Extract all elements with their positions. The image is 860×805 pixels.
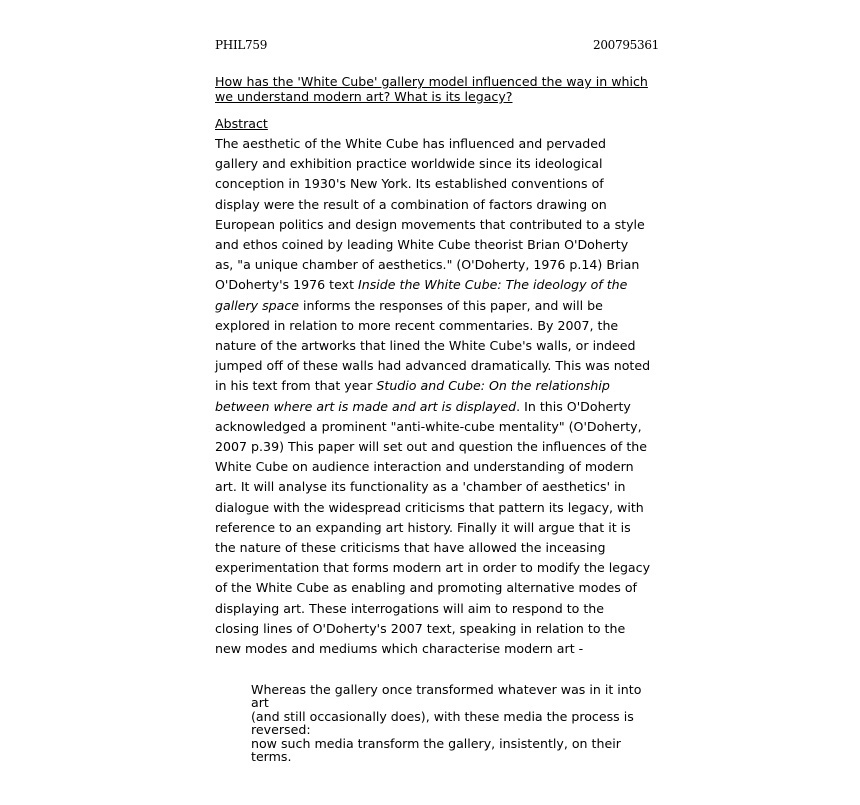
abstract-line: nature of the artworks that lined the White Cube's walls, or indeed [215, 338, 636, 354]
abstract-line: display were the result of a combination of factors drawing on [215, 196, 607, 212]
abstract-line: the nature of these criticisms that have allowed the inceasing [215, 540, 606, 556]
abstract-line: closing lines of O'Doherty's 2007 text, speaking in relation to the [215, 620, 626, 636]
abstract-line: White Cube on audience interaction and understanding of modern [215, 459, 634, 475]
essay-title [215, 74, 648, 104]
abstract-line: acknowledged a prominent "anti-white-cube mentality" (O'Doherty, [215, 418, 642, 434]
student-id: 200795361 [593, 38, 660, 52]
abstract-line: The aesthetic of the White Cube has influenced and pervaded [215, 136, 607, 151]
abstract-line: conception in 1930's New York. Its established conventions of [215, 176, 604, 192]
abstract-line: displaying art. These interrogations will aim to respond to the [215, 600, 605, 616]
course-code: PHIL759 [215, 38, 268, 52]
abstract-line [215, 296, 655, 316]
quote-line: (and still occasionally does), with these media the process is [251, 709, 634, 725]
abstract-line: reference to an expanding art history. Finally it will argue that it is [215, 519, 631, 535]
abstract-text: . In this O'Doherty [516, 398, 631, 414]
quote-line: Whereas the gallery once transformed whatever was in it into [251, 682, 642, 697]
book-title-italic: Inside the White Cube: The ideology of the [358, 277, 628, 293]
abstract-body [215, 134, 655, 659]
abstract-line [215, 397, 655, 417]
essay-title-line: How has the 'White Cube' gallery model influenced the way in which [215, 74, 648, 89]
abstract-line: new modes and mediums which characterise modern art - [215, 641, 584, 657]
abstract-line: gallery and exhibition practice worldwide since its ideological [215, 156, 603, 172]
abstract-line: and ethos coined by leading White Cube theorist Brian O'Doherty [215, 237, 629, 253]
abstract-line [215, 376, 655, 396]
abstract-line: of the White Cube as enabling and promoting alternative modes of [215, 580, 637, 596]
abstract-line: art. It will analyse its functionality as a 'chamber of aesthetics' in [215, 479, 626, 495]
abstract-line: jumped off of these walls had advanced dramatically. This was noted [215, 358, 651, 374]
block-quote [251, 684, 641, 764]
abstract-line: European politics and design movements that contributed to a style [215, 216, 645, 232]
abstract-text: O'Doherty's 1976 text [215, 277, 359, 293]
abstract-line: dialogue with the widespread criticisms that pattern its legacy, with [215, 499, 644, 515]
abstract-line: explored in relation to more recent commentaries. By 2007, the [215, 317, 619, 333]
essay-title-line: we understand modern art? What is its legacy? [215, 89, 513, 104]
abstract-text: in his text from that year [215, 378, 377, 394]
abstract-line: 2007 p.39) This paper will set out and question the influences of the [215, 439, 647, 455]
quote-line: reversed: [251, 721, 311, 737]
quote-line: art [251, 694, 269, 710]
book-title-italic: between where art is made and art is displayed [215, 398, 517, 414]
abstract-line [215, 275, 655, 295]
abstract-line: as, "a unique chamber of aesthetics." (O'Doherty, 1976 p.14) Brian [215, 257, 640, 273]
abstract-heading: Abstract [215, 116, 268, 131]
book-title-italic: gallery space [215, 297, 300, 313]
abstract-text: informs the responses of this paper, and will be [299, 297, 603, 313]
abstract-line: experimentation that forms modern art in order to modify the legacy [215, 560, 651, 576]
book-title-italic: Studio and Cube: On the relationship [376, 378, 610, 394]
quote-line: now such media transform the gallery, insistently, on their [251, 736, 621, 752]
quote-line: terms. [251, 748, 292, 764]
